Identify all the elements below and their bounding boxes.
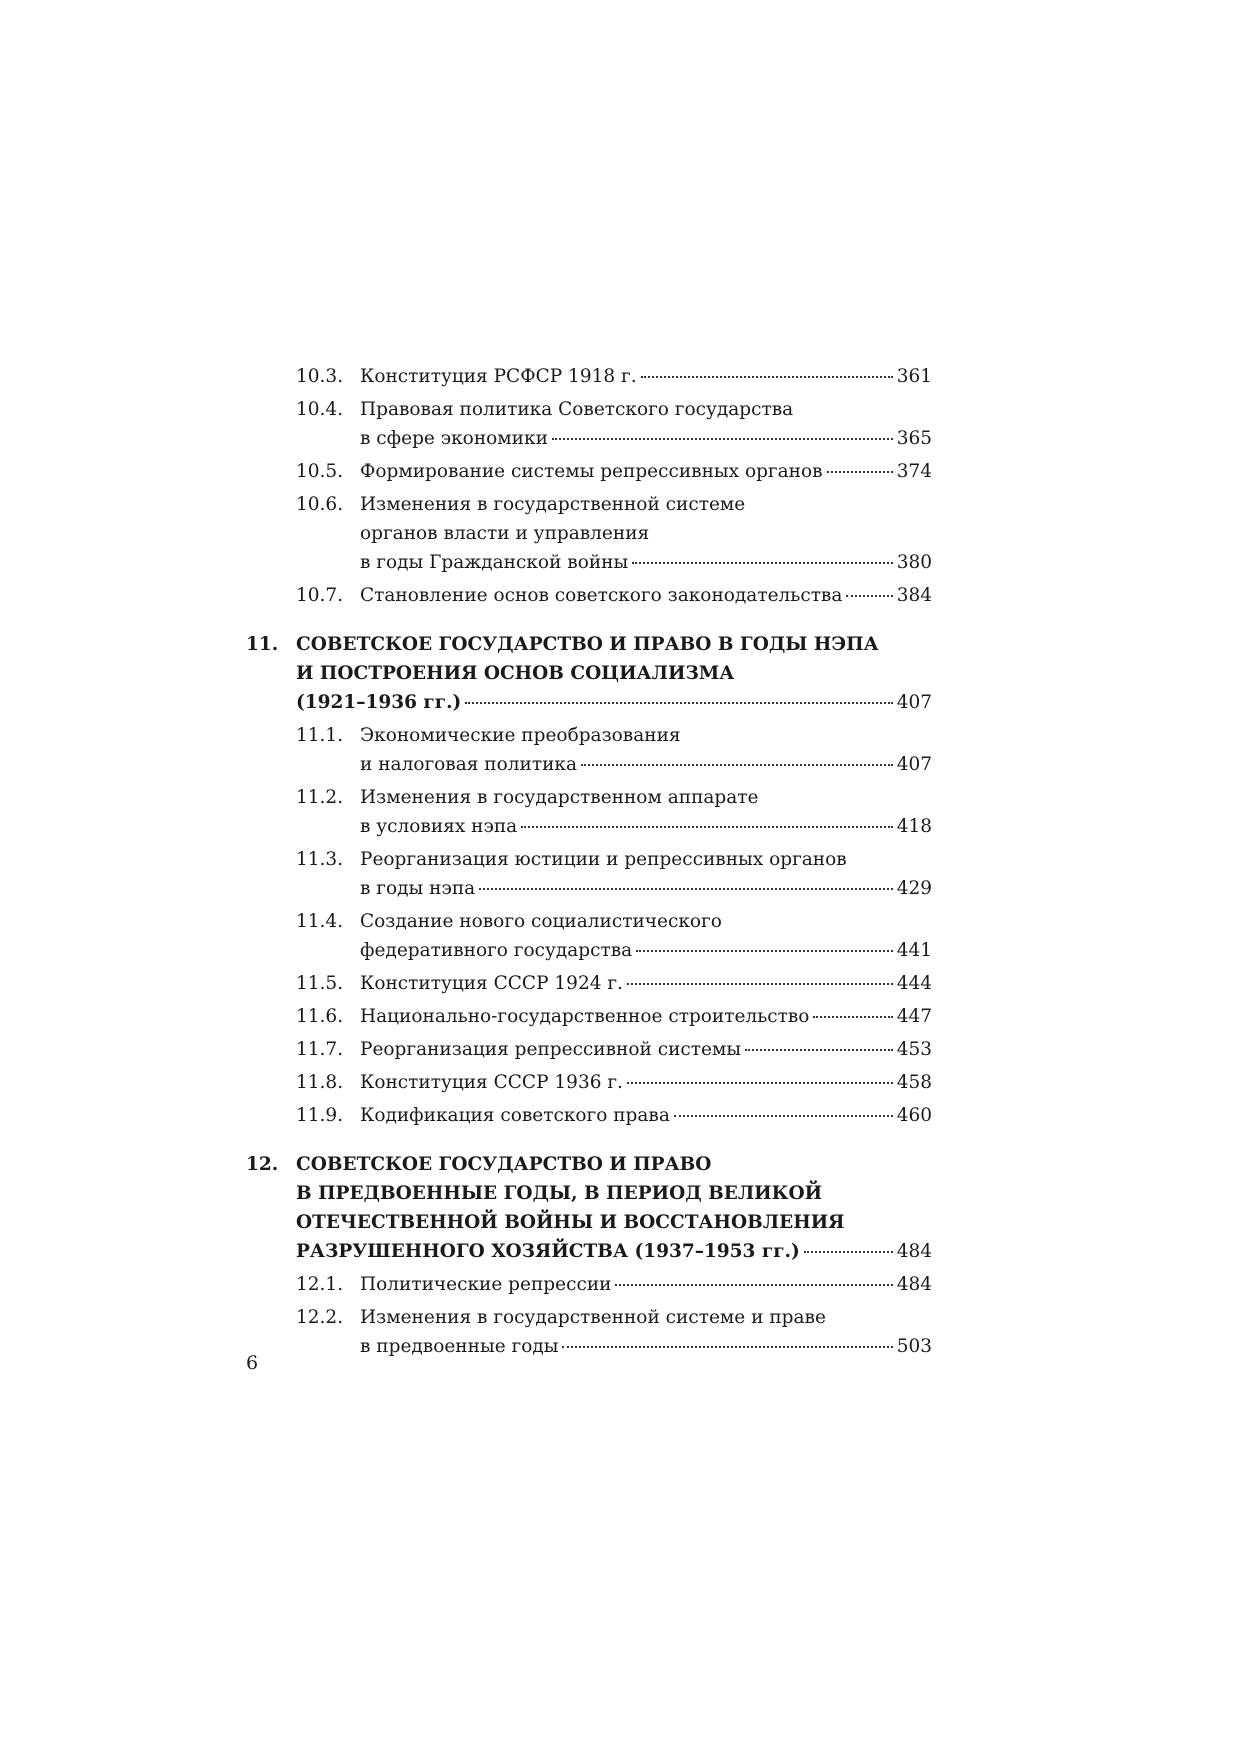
entry-row	[360, 1035, 932, 1064]
entry-number: 11.3.	[296, 849, 344, 870]
entry-row	[360, 424, 932, 453]
page-number: 503	[896, 1336, 932, 1357]
entry-title: в сфере экономики	[360, 428, 548, 449]
page-number: 418	[896, 816, 932, 837]
entry-number: 11.2.	[296, 787, 344, 808]
entry-body	[360, 395, 932, 453]
dot-leader	[636, 950, 893, 952]
entry-body	[360, 490, 932, 577]
entry-number: 12.2.	[296, 1307, 344, 1328]
entry-row	[296, 688, 932, 717]
entry-row	[360, 750, 932, 779]
entry-title: в годы Гражданской войны	[360, 552, 629, 573]
entry-number: 10.6.	[296, 494, 344, 515]
chapter-title-line: СОВЕТСКОЕ ГОСУДАРСТВО И ПРАВО	[296, 1154, 712, 1175]
entry-row	[360, 1068, 932, 1097]
page-number: 444	[896, 973, 932, 994]
page-number: 407	[896, 692, 932, 713]
toc-entry-10-6[interactable]	[246, 490, 932, 577]
table-of-contents	[246, 362, 932, 1365]
toc-chapter-11[interactable]	[246, 630, 932, 717]
entry-title-line: Реорганизация юстиции и репрессивных органов	[360, 849, 847, 870]
chapter-title-line: ОТЕЧЕСТВЕННОЙ ВОЙНЫ И ВОССТАНОВЛЕНИЯ	[296, 1212, 845, 1233]
dot-leader	[521, 826, 892, 828]
page-number: 460	[896, 1105, 932, 1126]
dot-leader	[581, 764, 893, 766]
page-number: 374	[896, 461, 932, 482]
entry-title-line: Экономические преобразования	[360, 725, 681, 746]
entry-body	[296, 630, 932, 717]
dot-leader	[827, 471, 893, 473]
entry-number: 11.8.	[296, 1072, 344, 1093]
chapter-title-line: И ПОСТРОЕНИЯ ОСНОВ СОЦИАЛИЗМА	[296, 663, 735, 684]
toc-entry-11-8[interactable]	[246, 1068, 932, 1097]
entry-body	[360, 1068, 932, 1097]
entry-number: 11.4.	[296, 911, 344, 932]
entry-row	[360, 1332, 932, 1361]
toc-chapter-12[interactable]	[246, 1150, 932, 1266]
entry-title: и налоговая политика	[360, 754, 577, 775]
page-number: 365	[896, 428, 932, 449]
toc-entry-10-5[interactable]	[246, 457, 932, 486]
page-number: 441	[896, 940, 932, 961]
toc-entry-11-3[interactable]	[246, 845, 932, 903]
entry-title: Национально-государственное строительство	[360, 1006, 810, 1027]
page-folio: 6	[246, 1352, 259, 1374]
entry-body	[360, 845, 932, 903]
entry-row	[360, 1002, 932, 1031]
entry-number: 10.4.	[296, 399, 344, 420]
toc-entry-11-1[interactable]	[246, 721, 932, 779]
entry-title: Формирование системы репрессивных органов	[360, 461, 823, 482]
dot-leader	[627, 1082, 893, 1084]
entry-number: 11.5.	[296, 973, 344, 994]
entry-row	[360, 874, 932, 903]
entry-number: 12.1.	[296, 1274, 344, 1295]
entry-row	[360, 936, 932, 965]
entry-title: Политические репрессии	[360, 1274, 612, 1295]
page-number: 380	[896, 552, 932, 573]
page-number: 484	[896, 1274, 932, 1295]
entry-number: 11.6.	[296, 1006, 344, 1027]
page-number: 429	[896, 878, 932, 899]
toc-entry-10-3[interactable]	[246, 362, 932, 391]
entry-title-line: Создание нового социалистического	[360, 911, 722, 932]
dot-leader	[632, 562, 892, 564]
entry-title: Кодификация советского права	[360, 1105, 670, 1126]
entry-title: Конституция РСФСР 1918 г.	[360, 366, 637, 387]
toc-entry-11-7[interactable]	[246, 1035, 932, 1064]
chapter-title: РАЗРУШЕННОГО ХОЗЯЙСТВА (1937–1953 гг.)	[296, 1241, 800, 1262]
toc-entry-11-5[interactable]	[246, 969, 932, 998]
entry-number: 11.9.	[296, 1105, 344, 1126]
entry-row	[360, 457, 932, 486]
entry-title: Конституция СССР 1936 г.	[360, 1072, 623, 1093]
toc-entry-12-1[interactable]	[246, 1270, 932, 1299]
entry-body	[360, 1303, 932, 1361]
entry-title-line: Изменения в государственной системе и праве	[360, 1307, 826, 1328]
entry-body	[360, 457, 932, 486]
toc-entry-11-2[interactable]	[246, 783, 932, 841]
entry-body	[360, 1035, 932, 1064]
entry-body	[360, 783, 932, 841]
page-number: 447	[896, 1006, 932, 1027]
page-number: 484	[896, 1241, 932, 1262]
dot-leader	[674, 1115, 893, 1117]
entry-title-line: органов власти и управления	[360, 523, 650, 544]
entry-number: 10.3.	[296, 366, 344, 387]
dot-leader	[615, 1284, 892, 1286]
dot-leader	[745, 1049, 893, 1051]
entry-title: в условиях нэпа	[360, 816, 518, 837]
dot-leader	[813, 1016, 892, 1018]
dot-leader	[846, 595, 892, 597]
entry-row	[360, 1270, 932, 1299]
dot-leader	[479, 888, 893, 890]
page-number: 453	[896, 1039, 932, 1060]
toc-entry-10-4[interactable]	[246, 395, 932, 453]
entry-row	[360, 548, 932, 577]
entry-body	[360, 1002, 932, 1031]
entry-row	[360, 362, 932, 391]
dot-leader	[465, 702, 892, 704]
dot-leader	[562, 1346, 892, 1348]
entry-title: в годы нэпа	[360, 878, 476, 899]
page-number: 407	[896, 754, 932, 775]
dot-leader	[641, 376, 893, 378]
entry-body	[360, 721, 932, 779]
entry-body	[360, 1270, 932, 1299]
chapter-number: 11.	[246, 634, 279, 655]
chapter-title: (1921–1936 гг.)	[296, 692, 462, 713]
entry-title: Становление основ советского законодательства	[360, 585, 843, 606]
entry-title: Конституция СССР 1924 г.	[360, 973, 623, 994]
entry-number: 10.7.	[296, 585, 344, 606]
chapter-title-line: СОВЕТСКОЕ ГОСУДАРСТВО И ПРАВО В ГОДЫ НЭПА	[296, 634, 879, 655]
entry-body	[360, 362, 932, 391]
entry-title-line: Изменения в государственном аппарате	[360, 787, 759, 808]
entry-title-line: Изменения в государственной системе	[360, 494, 746, 515]
toc-entry-10-7[interactable]	[246, 581, 932, 610]
entry-body	[360, 1101, 932, 1130]
entry-row	[360, 969, 932, 998]
page-number: 458	[896, 1072, 932, 1093]
chapter-title-line: В ПРЕДВОЕННЫЕ ГОДЫ, В ПЕРИОД ВЕЛИКОЙ	[296, 1183, 823, 1204]
page-number: 384	[896, 585, 932, 606]
entry-title-line: Правовая политика Советского государства	[360, 399, 794, 420]
dot-leader	[804, 1251, 893, 1253]
entry-number: 11.1.	[296, 725, 344, 746]
entry-title: федеративного государства	[360, 940, 633, 961]
dot-leader	[627, 983, 893, 985]
entry-number: 11.7.	[296, 1039, 344, 1060]
entry-row	[360, 1101, 932, 1130]
chapter-number: 12.	[246, 1154, 279, 1175]
entry-row	[296, 1237, 932, 1266]
toc-entry-11-4[interactable]	[246, 907, 932, 965]
toc-entry-11-6[interactable]	[246, 1002, 932, 1031]
entry-body	[360, 969, 932, 998]
page-number: 361	[896, 366, 932, 387]
entry-title: Реорганизация репрессивной системы	[360, 1039, 742, 1060]
entry-body	[360, 581, 932, 610]
entry-row	[360, 812, 932, 841]
entry-number: 10.5.	[296, 461, 344, 482]
entry-body	[360, 907, 932, 965]
dot-leader	[552, 438, 893, 440]
toc-entry-12-2[interactable]	[246, 1303, 932, 1361]
entry-row	[360, 581, 932, 610]
entry-title: в предвоенные годы	[360, 1336, 559, 1357]
entry-body	[296, 1150, 932, 1266]
toc-entry-11-9[interactable]	[246, 1101, 932, 1130]
